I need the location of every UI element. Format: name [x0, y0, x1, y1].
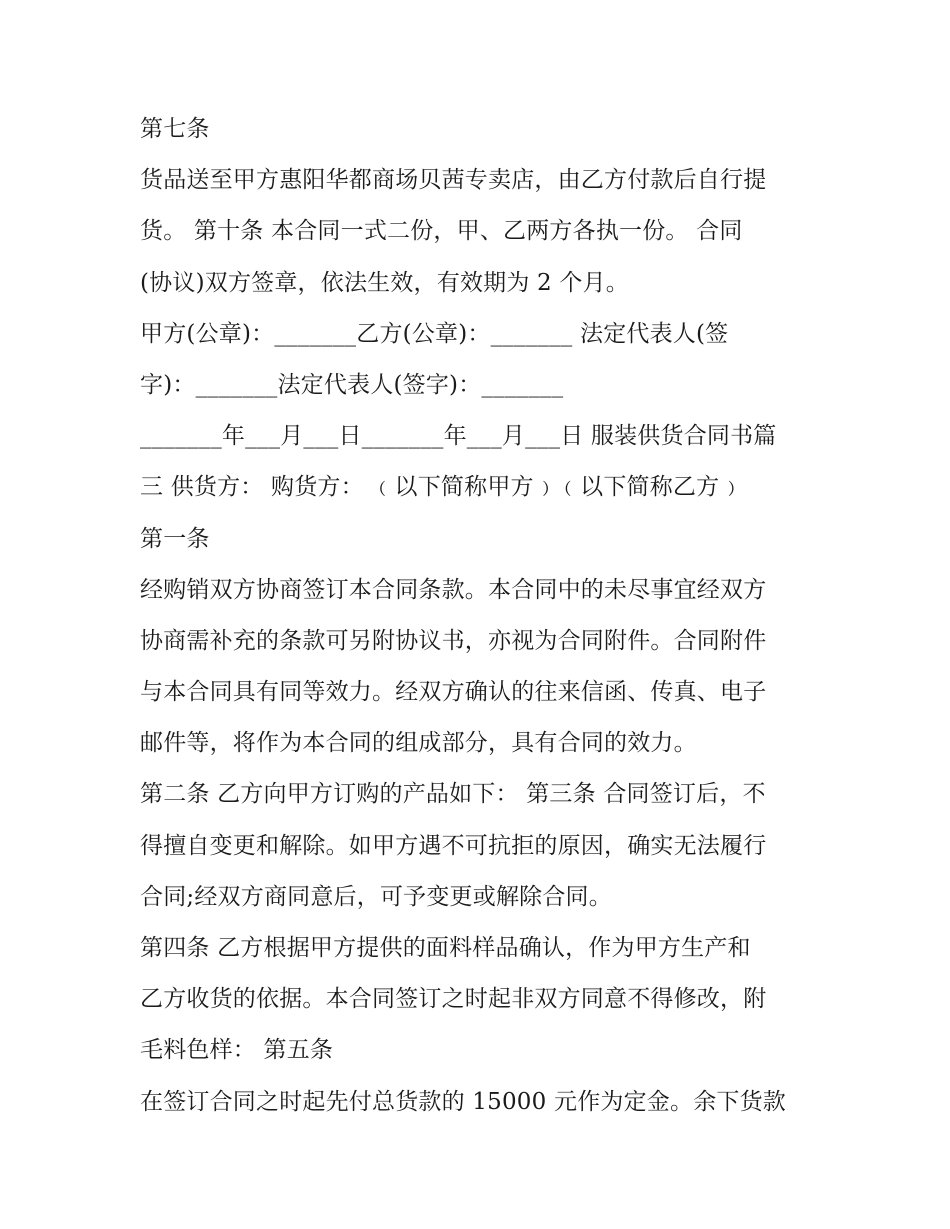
document-body: [140, 104, 820, 1128]
text-line: 第四条 乙方根据甲方提供的面料样品确认，作为甲方生产和: [140, 935, 751, 961]
text-line: 与本合同具有同等效力。经双方确认的往来信函、传真、电子: [140, 679, 767, 706]
text-line: 三 供货方： 购货方： ﹙以下简称甲方﹚﹙以下简称乙方﹚: [140, 474, 743, 501]
text-line: 合同;经双方商同意后，可予变更或解除合同。: [140, 883, 612, 910]
text-line: 货品送至甲方惠阳华都商场贝茜专卖店，由乙方付款后自行提: [140, 167, 767, 194]
text-line: 字)：_______法定代表人(签字)：_______: [140, 371, 564, 398]
text-line: _______年___月___日_______年___月___日 服装供货合同书篇: [140, 423, 777, 450]
text-line: 得擅自变更和解除。如甲方遇不可抗拒的原因，确实无法履行: [140, 832, 767, 859]
text-line: 第二条 乙方向甲方订购的产品如下： 第三条 合同签订后，不: [140, 781, 766, 808]
text-line: 甲方(公章)：_______乙方(公章)：_______ 法定代表人(签: [140, 320, 729, 347]
text-line: 经购销双方协商签订本合同条款。本合同中的未尽事宜经双方: [140, 576, 767, 603]
text-line: 毛料色样： 第五条: [140, 1037, 334, 1064]
text-line: 第一条: [140, 525, 210, 552]
text-line: 邮件等，将作为本合同的组成部分，具有合同的效力。: [140, 730, 697, 757]
text-line: 货。 第十条 本合同一式二份，甲、乙两方各执一份。 合同: [140, 218, 743, 245]
text-line: (协议)双方签章，依法生效，有效期为 2 个月。: [140, 269, 630, 296]
text-line: 乙方收货的依据。本合同签订之时起非双方同意不得修改，附: [140, 986, 767, 1013]
text-line: 协商需补充的条款可另附协议书，亦视为合同附件。合同附件: [140, 627, 767, 654]
text-line: 第七条: [140, 116, 210, 142]
text-line: 在签订合同之时起先付总货款的 15000 元作为定金。余下货款: [140, 1088, 786, 1115]
